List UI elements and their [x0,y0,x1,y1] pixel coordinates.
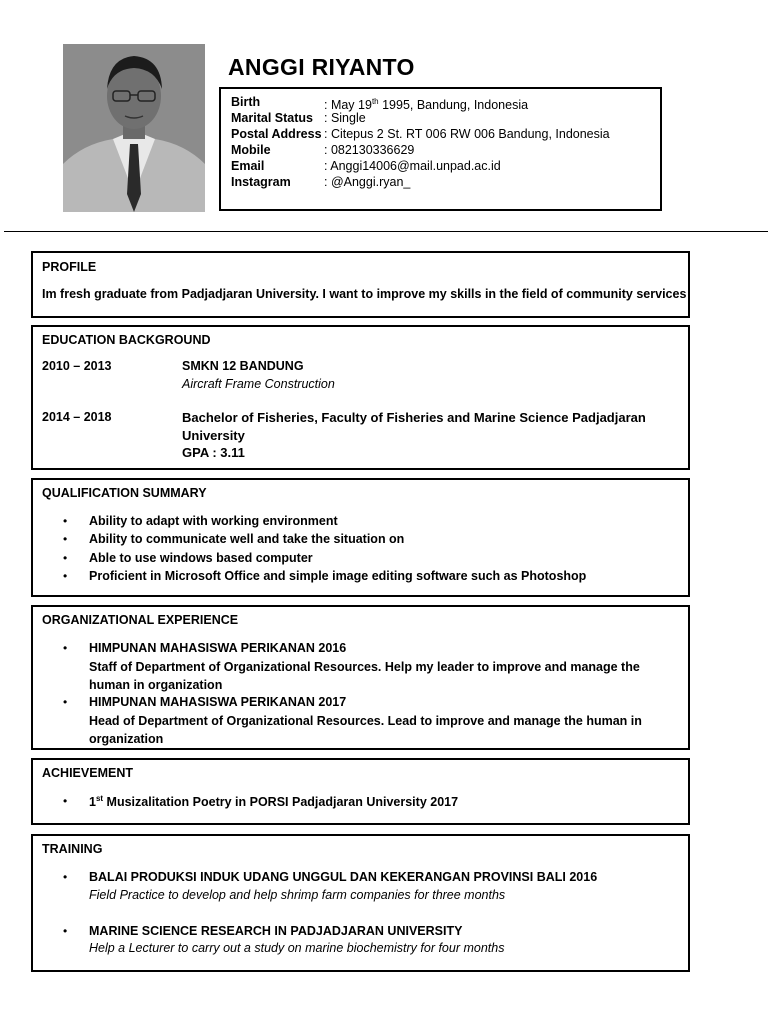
achievement-rank: 1 [89,795,96,810]
section-title: PROFILE [42,260,97,274]
training-desc: Field Practice to develop and help shrimp farm companies for three months [89,888,506,902]
info-label: Mobile [231,143,271,157]
bullet: • [63,532,68,546]
info-label: Birth [231,95,261,109]
birth-value-sup: th [371,97,379,106]
bullet: • [63,569,68,583]
organization-name: HIMPUNAN MAHASISWA PERIKANAN 2017 [89,695,347,709]
bullet: • [63,794,68,808]
education-school: SMKN 12 BANDUNG [182,359,304,373]
achievement-text: Musizalitation Poetry in PORSI Padjadjaran University 2017 [103,795,459,810]
education-years: 2010 – 2013 [42,359,112,373]
bullet: • [63,695,68,709]
training-name: MARINE SCIENCE RESEARCH IN PADJADJARAN UNIVERSITY [89,924,463,938]
achievement-item [89,794,458,809]
qualification-section [31,478,690,597]
bullet: • [63,514,68,528]
education-section [31,325,690,470]
qualification-item: Proficient in Microsoft Office and simple image editing software such as Photoshop [89,569,587,583]
section-title: ORGANIZATIONAL EXPERIENCE [42,613,239,627]
achievement-rank-sup: st [95,794,104,803]
bullet: • [63,870,68,884]
achievement-section [31,758,690,825]
training-section [31,834,690,972]
info-value: : Anggi14006@mail.unpad.ac.id [324,159,501,173]
qualification-item: Able to use windows based computer [89,551,313,565]
personal-info-box [219,87,662,211]
candidate-name: ANGGI RIYANTO [228,54,415,80]
header-divider [4,231,768,232]
section-title: ACHIEVEMENT [42,766,133,780]
bullet: • [63,924,68,938]
organization-section [31,605,690,750]
info-value: : @Anggi.ryan_ [324,175,411,189]
qualification-item: Ability to communicate well and take the situation on [89,532,405,546]
training-desc: Help a Lecturer to carry out a study on marine biochemistry for four months [89,941,505,955]
info-label: Marital Status [231,111,313,125]
info-value: : 082130336629 [324,143,415,157]
organization-name: HIMPUNAN MAHASISWA PERIKANAN 2016 [89,641,347,655]
section-title: QUALIFICATION SUMMARY [42,486,207,500]
info-label: Email [231,159,265,173]
bullet: • [63,551,68,565]
education-gpa: GPA : 3.11 [182,445,245,460]
info-value: : Single [324,111,366,125]
portrait-image [63,44,205,212]
info-label: Postal Address [231,127,322,141]
qualification-item: Ability to adapt with working environment [89,514,338,528]
profile-text: Im fresh graduate from Padjadjaran University. I want to improve my skills in the field of community services [42,287,687,301]
organization-desc: Staff of Department of Organizational Resources. Help my leader to improve and manage the human in organization [89,660,640,692]
section-title: EDUCATION BACKGROUND [42,333,211,347]
birth-value-post: 1995, Bandung, Indonesia [378,98,529,113]
birth-value-pre: : May 19 [324,98,372,113]
education-detail: Aircraft Frame Construction [182,377,335,391]
profile-section [31,251,690,318]
bullet: • [63,641,68,655]
training-name: BALAI PRODUKSI INDUK UDANG UNGGUL DAN KEKERANGAN PROVINSI BALI 2016 [89,870,598,884]
info-label: Instagram [231,175,291,189]
education-years: 2014 – 2018 [42,410,112,424]
organization-desc: Head of Department of Organizational Resources. Lead to improve and manage the human in organization [89,714,642,746]
section-title: TRAINING [42,842,103,856]
profile-photo [63,44,205,212]
education-school: Bachelor of Fisheries, Faculty of Fisheries and Marine Science Padjadjaran University [182,410,646,443]
info-value: : Citepus 2 St. RT 006 RW 006 Bandung, Indonesia [324,127,610,141]
